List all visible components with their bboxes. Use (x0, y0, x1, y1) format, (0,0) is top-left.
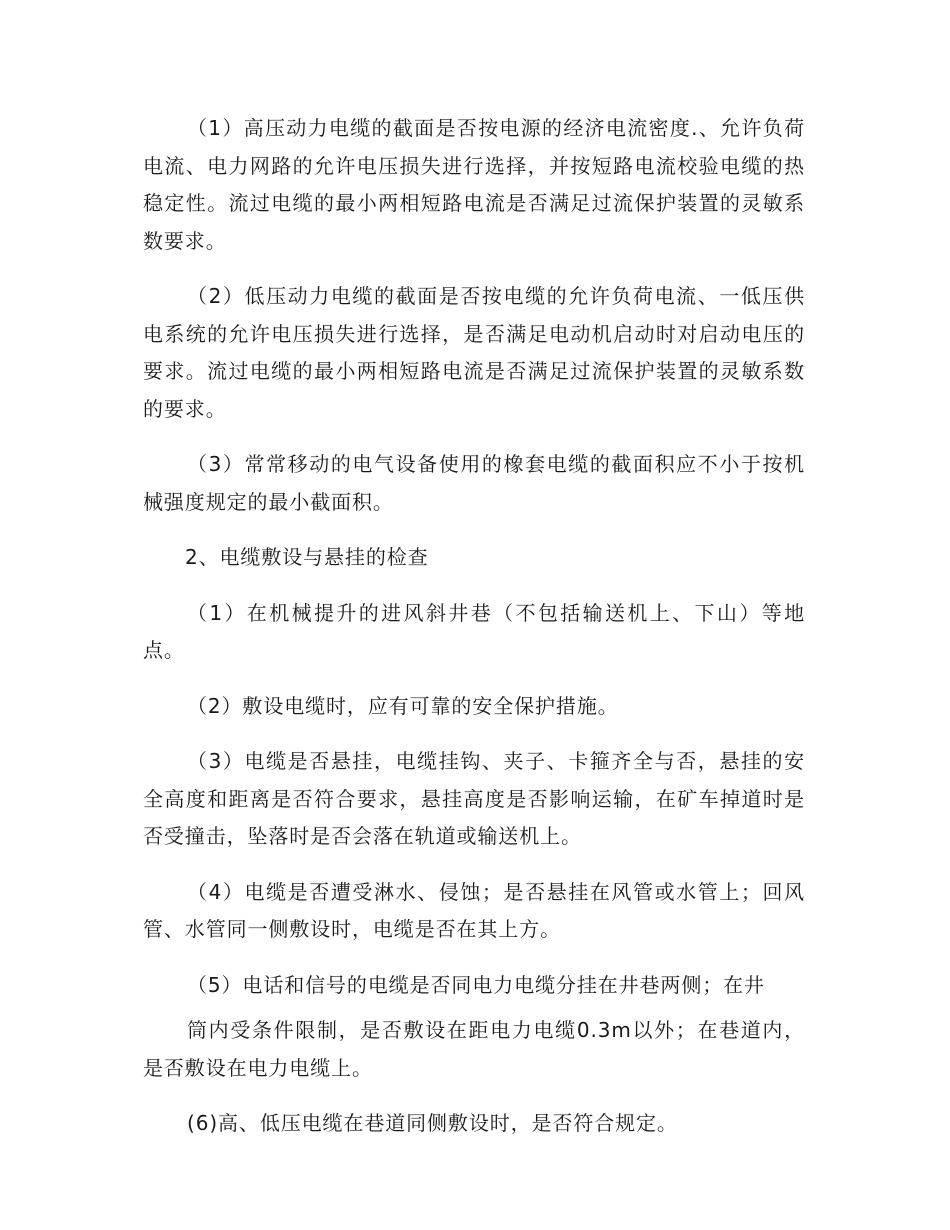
paragraph-shaft-constraint: 筒内受条件限制，是否敷设在距电力电缆0.3m以外；在巷道内，是否敷设在电力电缆上。 (143, 1018, 805, 1080)
paragraph-water-corrosion: （4）电缆是否遭受淋水、侵蚀；是否悬挂在风管或水管上；回风管、水管同一侧敷设时，电缆是否在其上方。 (143, 879, 805, 941)
paragraph-inclined-shaft: （1）在机械提升的进风斜井巷（不包括输送机上、下山）等地点。 (143, 600, 805, 662)
paragraph-same-side-laying: (6)高、低压电缆在巷道同侧敷设时，是否符合规定。 (187, 1111, 678, 1135)
paragraph-cable-hanging: （3）电缆是否悬挂，电缆挂钩、夹子、卡箍齐全与否，悬挂的安全高度和距离是否符合要求，悬挂高度是否影响运输，在矿车掉道时是否受撞击，坠落时是否会落在轨道或输送机上。 (143, 749, 805, 848)
paragraph-high-voltage-cable: （1）高压动力电缆的截面是否按电源的经济电流密度.、允许负荷电流、电力网路的允许电压损失进行选择，并按短路电流校验电缆的热稳定性。流过电缆的最小两相短路电流是否满足过流保护装置的灵敏系数要求。 (143, 116, 805, 253)
paragraph-low-voltage-cable: （2）低压动力电缆的截面是否按电缆的允许负荷电流、一低压供电系统的允许电压损失进行选择，是否满足电动机启动时对启动电压的要求。流过电缆的最小两相短路电流是否满足过流保护装置的灵敏系数的要求。 (143, 284, 805, 421)
paragraph-phone-signal-cable: （5）电话和信号的电缆是否同电力电缆分挂在井巷两侧；在井 (187, 972, 765, 997)
section-heading-cable-laying: 2、电缆敷设与悬挂的检查 (185, 545, 429, 569)
paragraph-rubber-cable: （3）常常移动的电气设备使用的橡套电缆的截面积应不小于按机械强度规定的最小截面积。 (143, 452, 805, 514)
document-page (143, 110, 805, 1161)
paragraph-safety-measures: （2）敷设电缆时，应有可靠的安全保护措施。 (187, 693, 619, 718)
